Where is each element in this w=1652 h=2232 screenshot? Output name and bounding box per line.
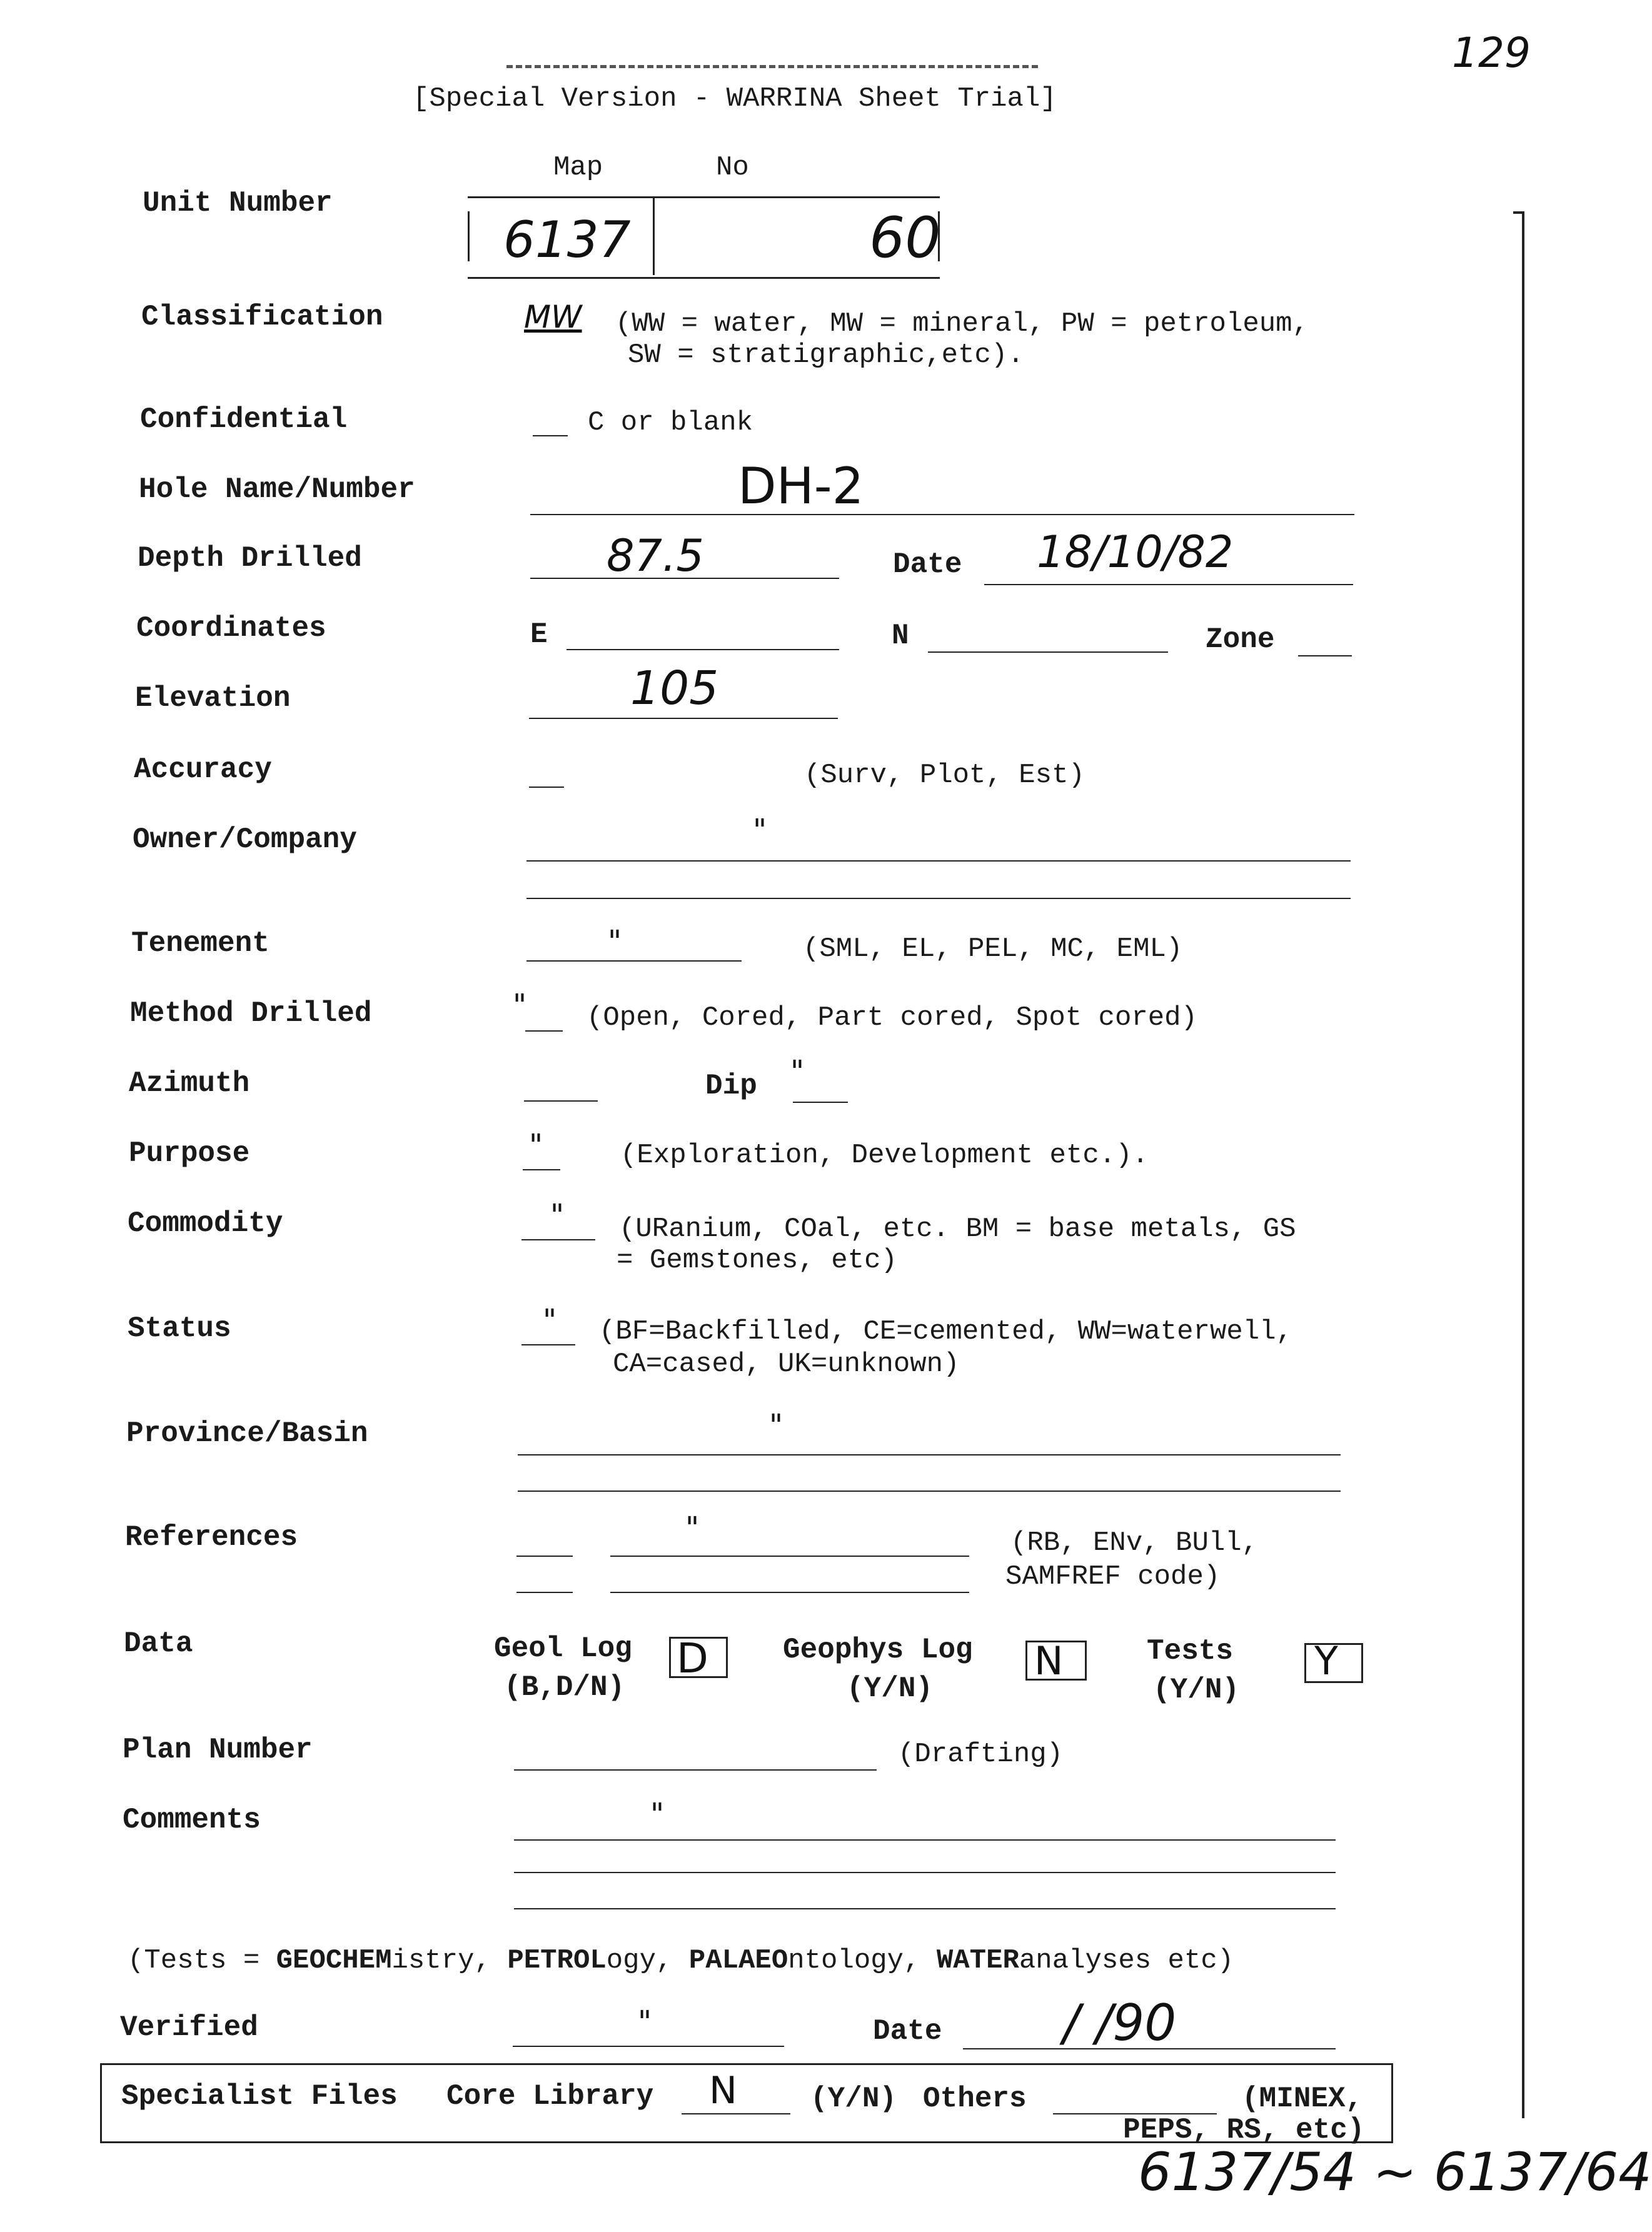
map-header: Map [553, 152, 603, 183]
purpose-value: " [529, 1128, 543, 1163]
province-line-1 [518, 1454, 1341, 1455]
hole-name-label: Hole Name/Number [139, 473, 415, 506]
purpose-line [523, 1169, 560, 1170]
classification-hint-1: (WW = water, MW = mineral, PW = petroleum, [615, 308, 1309, 339]
coordinates-label: Coordinates [136, 612, 326, 645]
coord-e-line [567, 649, 839, 650]
references-blank-2 [516, 1592, 573, 1593]
references-line-2 [610, 1592, 969, 1593]
verified-line [513, 2046, 784, 2047]
verified-value: " [638, 2004, 652, 2039]
commodity-hint-2: = Gemstones, etc) [617, 1245, 897, 1276]
verified-label: Verified [120, 2011, 258, 2044]
confidential-hint: C or blank [588, 407, 753, 438]
hole-name-line [530, 514, 1354, 515]
status-hint-2: CA=cased, UK=unknown) [613, 1349, 960, 1380]
data-label: Data [124, 1627, 193, 1660]
hole-name-value: DH-2 [738, 457, 864, 515]
comments-value: " [650, 1797, 665, 1832]
owner-label: Owner/Company [133, 823, 357, 856]
coord-zone-label: Zone [1206, 623, 1275, 656]
comments-line-1 [514, 1839, 1336, 1841]
references-label: References [125, 1521, 298, 1554]
geol-log-label: Geol Log [494, 1632, 632, 1665]
plan-number-line [514, 1769, 877, 1771]
confidential-label: Confidential [140, 403, 348, 436]
comments-label: Comments [123, 1804, 261, 1836]
status-value: " [543, 1303, 557, 1338]
references-hint-1: (RB, ENv, BUll, [1010, 1527, 1259, 1559]
depth-date-value: 18/10/82 [1037, 526, 1234, 578]
method-line [525, 1030, 563, 1032]
no-value: 60 [869, 205, 941, 271]
map-value: 6137 [503, 211, 631, 269]
coord-n-line [928, 651, 1168, 653]
province-label: Province/Basin [126, 1417, 368, 1450]
classification-label: Classification [141, 301, 383, 333]
province-line-2 [518, 1491, 1341, 1492]
tenement-line [526, 960, 742, 962]
commodity-label: Commodity [128, 1207, 283, 1240]
elevation-line [529, 718, 838, 719]
verified-date-label: Date [873, 2015, 942, 2048]
owner-line-2 [526, 898, 1351, 899]
dip-label: Dip [705, 1070, 757, 1102]
dip-line [793, 1102, 848, 1103]
core-library-hint: (Y/N) [810, 2083, 897, 2115]
geophys-log-label: Geophys Log [783, 1634, 973, 1666]
no-header: No [716, 152, 749, 183]
dip-value: " [790, 1054, 805, 1089]
depth-drilled-line [530, 578, 839, 579]
commodity-value: " [550, 1198, 565, 1233]
plan-number-hint: (Drafting) [898, 1739, 1064, 1770]
geol-log-value: D [677, 1634, 708, 1682]
tests-note: (Tests = GEOCHEMistry, PETROLogy, PALAEOntology, WATERanalyses etc) [128, 1945, 1234, 1976]
purpose-label: Purpose [129, 1137, 250, 1170]
footer-note: 6137/54 ~ 6137/64 [1138, 2141, 1652, 2203]
verified-date-value: / /90 [1063, 1994, 1177, 2052]
geol-log-hint: (B,D/N) [504, 1671, 625, 1704]
others-hint-1: (MINEX, [1242, 2083, 1363, 2115]
commodity-hint-1: (URanium, COal, etc. BM = base metals, GS [619, 1214, 1296, 1245]
header-subtitle: [Special Version - WARRINA Sheet Trial] [413, 83, 1057, 114]
commodity-line [521, 1239, 595, 1240]
accuracy-blank [529, 787, 564, 788]
elevation-value: 105 [630, 661, 719, 715]
tests-value: Y [1314, 1638, 1338, 1684]
references-hint-2: SAMFREF code) [1005, 1561, 1221, 1592]
references-value: " [685, 1511, 700, 1546]
coord-zone-line [1298, 655, 1352, 656]
geophys-log-hint: (Y/N) [847, 1672, 934, 1705]
others-hint-2: PEPS, RS, etc) [1123, 2114, 1365, 2146]
method-value: " [513, 988, 527, 1023]
geophys-log-value: N [1034, 1638, 1064, 1684]
azimuth-line [524, 1100, 598, 1102]
classification-hint-2: SW = stratigraphic,etc). [628, 339, 1024, 371]
tests-label: Tests [1147, 1635, 1234, 1667]
azimuth-label: Azimuth [129, 1067, 250, 1100]
depth-drilled-value: 87.5 [607, 530, 704, 581]
status-line [521, 1344, 575, 1345]
coord-n-label: N [892, 620, 909, 652]
references-line-1 [610, 1556, 969, 1557]
comments-line-3 [514, 1908, 1336, 1909]
references-blank-1 [516, 1556, 573, 1557]
owner-value: " [753, 813, 767, 848]
unit-box-left-mark [468, 211, 470, 261]
classification-value: MW [524, 299, 582, 335]
province-value: " [769, 1408, 783, 1443]
confidential-blank [533, 435, 568, 436]
comments-line-2 [514, 1872, 1336, 1873]
unit-box-divider [653, 196, 655, 275]
method-hint: (Open, Cored, Part cored, Spot cored) [587, 1002, 1197, 1033]
owner-line-1 [526, 860, 1351, 862]
core-library-line [682, 2113, 790, 2114]
accuracy-hint: (Surv, Plot, Est) [804, 760, 1085, 791]
tenement-label: Tenement [131, 927, 269, 960]
accuracy-label: Accuracy [134, 753, 272, 786]
method-label: Method Drilled [130, 997, 372, 1030]
tests-hint: (Y/N) [1153, 1674, 1240, 1706]
verified-date-line [963, 2048, 1336, 2049]
page-number: 129 [1452, 29, 1531, 77]
depth-date-label: Date [893, 548, 962, 581]
status-hint-1: (BF=Backfilled, CE=cemented, WW=waterwell, [599, 1316, 1292, 1347]
tenement-value: " [608, 924, 622, 959]
elevation-label: Elevation [135, 682, 291, 715]
coord-e-label: E [530, 618, 548, 651]
tenement-hint: (SML, EL, PEL, MC, EML) [803, 933, 1183, 965]
purpose-hint: (Exploration, Development etc.). [620, 1140, 1149, 1171]
plan-number-label: Plan Number [123, 1734, 313, 1766]
unit-number-label: Unit Number [143, 187, 333, 219]
others-label: Others [923, 2083, 1027, 2115]
right-margin-line [1522, 211, 1524, 2118]
depth-date-line [984, 584, 1353, 585]
depth-drilled-label: Depth Drilled [138, 542, 362, 575]
core-library-value: N [709, 2069, 737, 2113]
core-library-label: Core Library [446, 2080, 654, 2113]
specialist-files-label: Specialist Files [121, 2080, 398, 2113]
header-rule [506, 65, 1038, 68]
right-margin-tick [1513, 211, 1524, 214]
status-label: Status [128, 1312, 231, 1345]
